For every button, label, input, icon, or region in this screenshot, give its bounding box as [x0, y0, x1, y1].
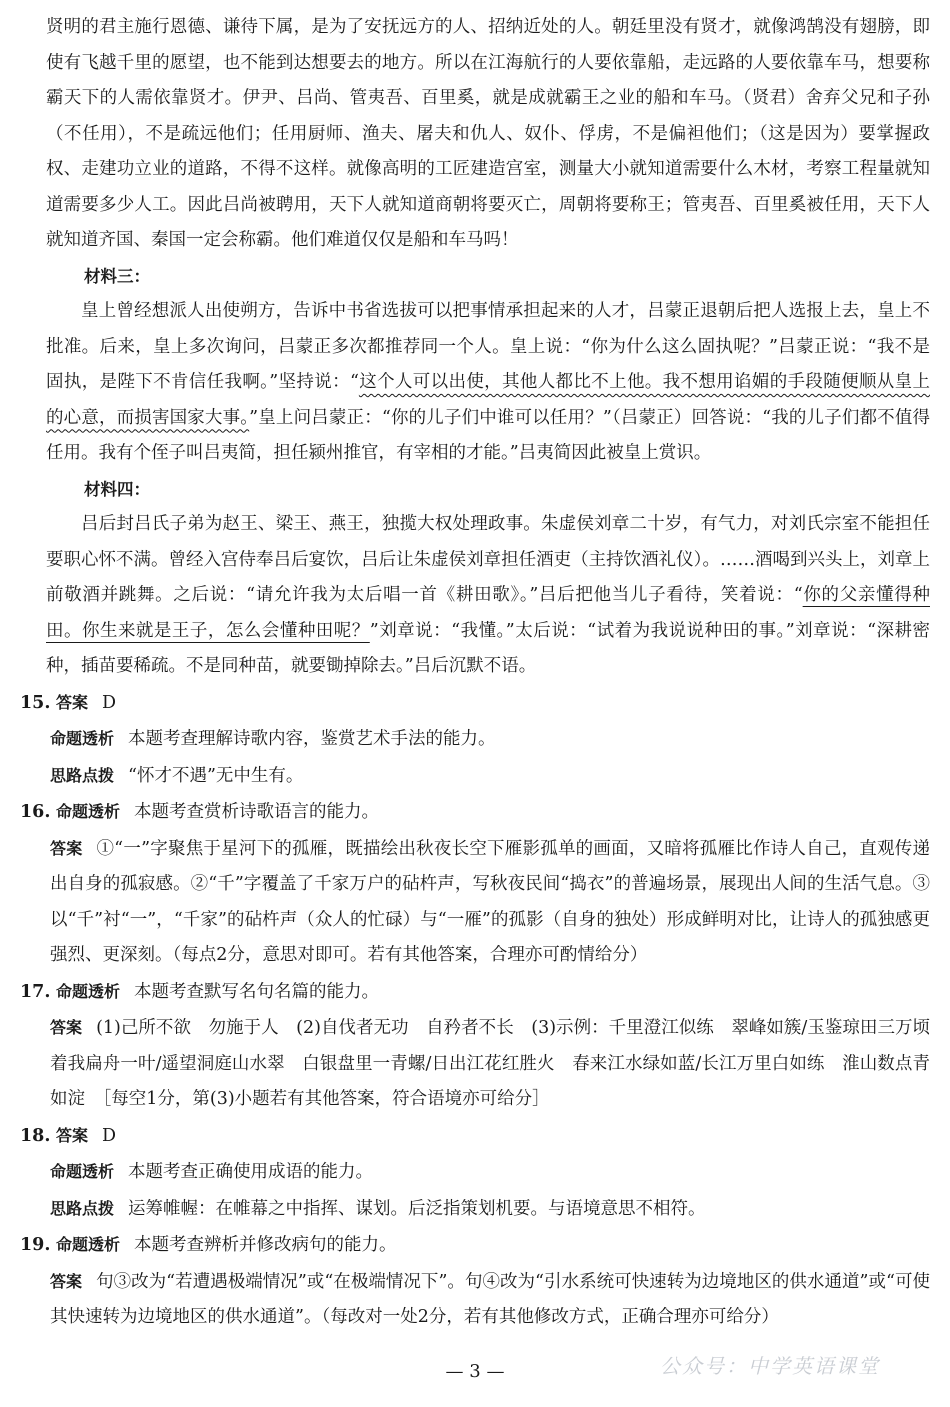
- hint-text: “怀才不遇”无中生有。: [128, 765, 304, 786]
- analysis-text: 本题考查理解诗歌内容，鉴赏艺术手法的能力。: [128, 729, 496, 749]
- question-number: 18.: [20, 1125, 51, 1146]
- answer-label: 答案: [56, 1125, 89, 1145]
- answer-label: 答案: [50, 1018, 83, 1037]
- answer-text: D: [102, 692, 117, 713]
- hint-text: 运筹帷幄：在帷幕之中指挥、谋划。后泛指策划机要。与语境意思不相符。: [128, 1198, 706, 1219]
- analysis-text: 本题考查赏析诗歌语言的能力。: [134, 802, 380, 822]
- answer-label: 答案: [50, 1271, 83, 1291]
- material3-heading: 材料三：: [84, 266, 150, 286]
- analysis-label: 命题透析: [50, 1162, 115, 1181]
- material4-heading: 材料四：: [84, 479, 150, 499]
- watermark: 公众号：中学英语课堂: [660, 1354, 880, 1378]
- answer-label: 答案: [56, 692, 89, 712]
- analysis-label: 命题透析: [50, 729, 115, 748]
- answer-16: [20, 794, 930, 974]
- analysis-text: 本题考查默写名句名篇的能力。: [134, 981, 380, 1002]
- answer-17: [20, 974, 948, 1118]
- analysis-label: 命题透析: [56, 1235, 121, 1254]
- analysis-text: 本题考查辨析并修改病句的能力。: [134, 1235, 397, 1255]
- intro-text: 贤明的君主施行恩德、谦待下属，是为了安抚远方的人、招纳近处的人。朝廷里没有贤才，就像鸿鹄没有翅膀，即使有飞越千里的愿望，也不能到达想要去的地方。所以在江海航行的人要依靠船，走远路的人要依靠车马，想要称霸天下的人需依靠贤才。伊尹、吕尚、管夷吾、百里奚，就是成就霸王之业的船和车马。（贤君）舍弃父兄和子孙（不任用），不是疏远他们；任用厨师、渔夫、屠夫和仇人、奴仆、俘虏，不是偏袒他们；（这是因为）要掌握政权、走建功立业的道路，不得不这样。就像高明的工匠建造宫室，测量大小就知道需要什么木材，考察工程量就知道需要多少人工。因此吕尚被聘用，天下人就知道商朝将要灭亡，周朝将要称王；管夷吾、百里奚被任用，天下人就知道齐国、秦国一定会称霸。他们难道仅仅是船和车马吗！: [46, 17, 930, 250]
- analysis-label: 命题透析: [56, 981, 121, 1001]
- page-content: [20, 10, 948, 1336]
- answer-18: [20, 1118, 930, 1228]
- answer-text: ①“一”字聚焦于星河下的孤雁，既描绘出秋夜长空下雁影孤单的画面，又暗将孤雁比作诗人自己，直观传递出自身的孤寂感。②“千”字覆盖了千家万户的砧杵声，写秋夜民间“捣衣”的普遍场景，展现出人间的生活气息。③以“千”衬“一”，“千家”的砧杵声（众人的忙碌）与“一雁”的孤影（自身的独处）形成鲜明对比，让诗人的孤独感更强烈、更深刻。（每点2分，意思对即可。若有其他答案，合理亦可酌情给分）: [50, 838, 930, 965]
- page-number: — 3 —: [445, 1361, 505, 1382]
- material3-text: 皇上曾经想派人出使朔方，告诉中书省选拔可以把事情承担起来的人才，吕蒙正退朝后把人选报上去，皇上不批准。后来，皇上多次询问，吕蒙正多次都推荐同一个人。皇上说：“你为什么这么固执呢？”吕蒙正说：“我不是固执，是陛下不肯信任我啊。”坚持说：“: [46, 301, 930, 392]
- answer-text: D: [102, 1125, 117, 1146]
- analysis-label: 命题透析: [56, 802, 121, 821]
- answer-text: (1)己所不欲 勿施于人 (2)自伐者无功 自矜者不长 (3)示例：千里澄江似练 翠峰如簇/玉鉴琼田三万顷 着我扁舟一叶/遥望洞庭山水翠 白银盘里一青螺/日出江花红胜火 春来江水绿如蓝/长江万里白如练 淮山数点青如淀 ［每空1分，第(3)小题若有其他答案，符合语境亦可给分］: [50, 1018, 948, 1109]
- answer-19: [20, 1227, 930, 1336]
- material4-paragraph: [46, 507, 930, 685]
- question-number: 15.: [20, 692, 51, 713]
- question-number: 16.: [20, 802, 51, 822]
- intro-paragraph: [46, 10, 930, 259]
- material3-paragraph: [46, 294, 930, 472]
- material3-text-after: ”皇上问吕蒙正：“你的儿子们中谁可以任用？”（吕蒙正）回答说：“我的儿子们都不值得任用。我有个侄子叫吕夷简，担任颍州推官，有宰相的才能。”吕夷简因此被皇上赏识。: [46, 407, 930, 463]
- question-number: 19.: [20, 1235, 51, 1255]
- answer-label: 答案: [50, 838, 83, 858]
- material4-underlined: 你的父亲懂得种田。你生来就是王子，怎么会懂种田呢？: [46, 585, 930, 641]
- material3-wavy-underlined: 这个人可以出使，其他人都比不上他。我不想用谄媚的手段随便顺从皇上的心意，而损害国家大事。: [46, 372, 930, 428]
- analysis-text: 本题考查正确使用成语的能力。: [128, 1162, 374, 1182]
- hint-label: 思路点拨: [50, 1198, 115, 1218]
- question-number: 17.: [20, 981, 51, 1002]
- hint-label: 思路点拨: [50, 765, 115, 785]
- answer-15: [20, 685, 930, 795]
- material4-text: 吕后封吕氏子弟为赵王、梁王、燕王，独揽大权处理政事。朱虚侯刘章二十岁，有气力，对刘氏宗室不能担任要职心怀不满。曾经入宫侍奉吕后宴饮，吕后让朱虚侯刘章担任酒吏（主持饮酒礼仪）。……酒喝到兴头上，刘章上前敬酒并跳舞。之后说：“请允许我为太后唱一首《耕田歌》。”吕后把他当儿子看待，笑着说：“: [46, 514, 930, 605]
- answer-text: 句③改为“若遭遇极端情况”或“在极端情况下”。句④改为“引水系统可快速转为边境地区的供水通道”或“可使其快速转为边境地区的供水通道”。（每改对一处2分，若有其他修改方式，正确合理亦可给分）: [50, 1271, 930, 1327]
- material4-text-after: ”刘章说：“我懂。”太后说：“试着为我说说种田的事。”刘章说：“深耕密种，插苗要稀疏。不是同种苗，就要锄掉除去。”吕后沉默不语。: [46, 620, 930, 676]
